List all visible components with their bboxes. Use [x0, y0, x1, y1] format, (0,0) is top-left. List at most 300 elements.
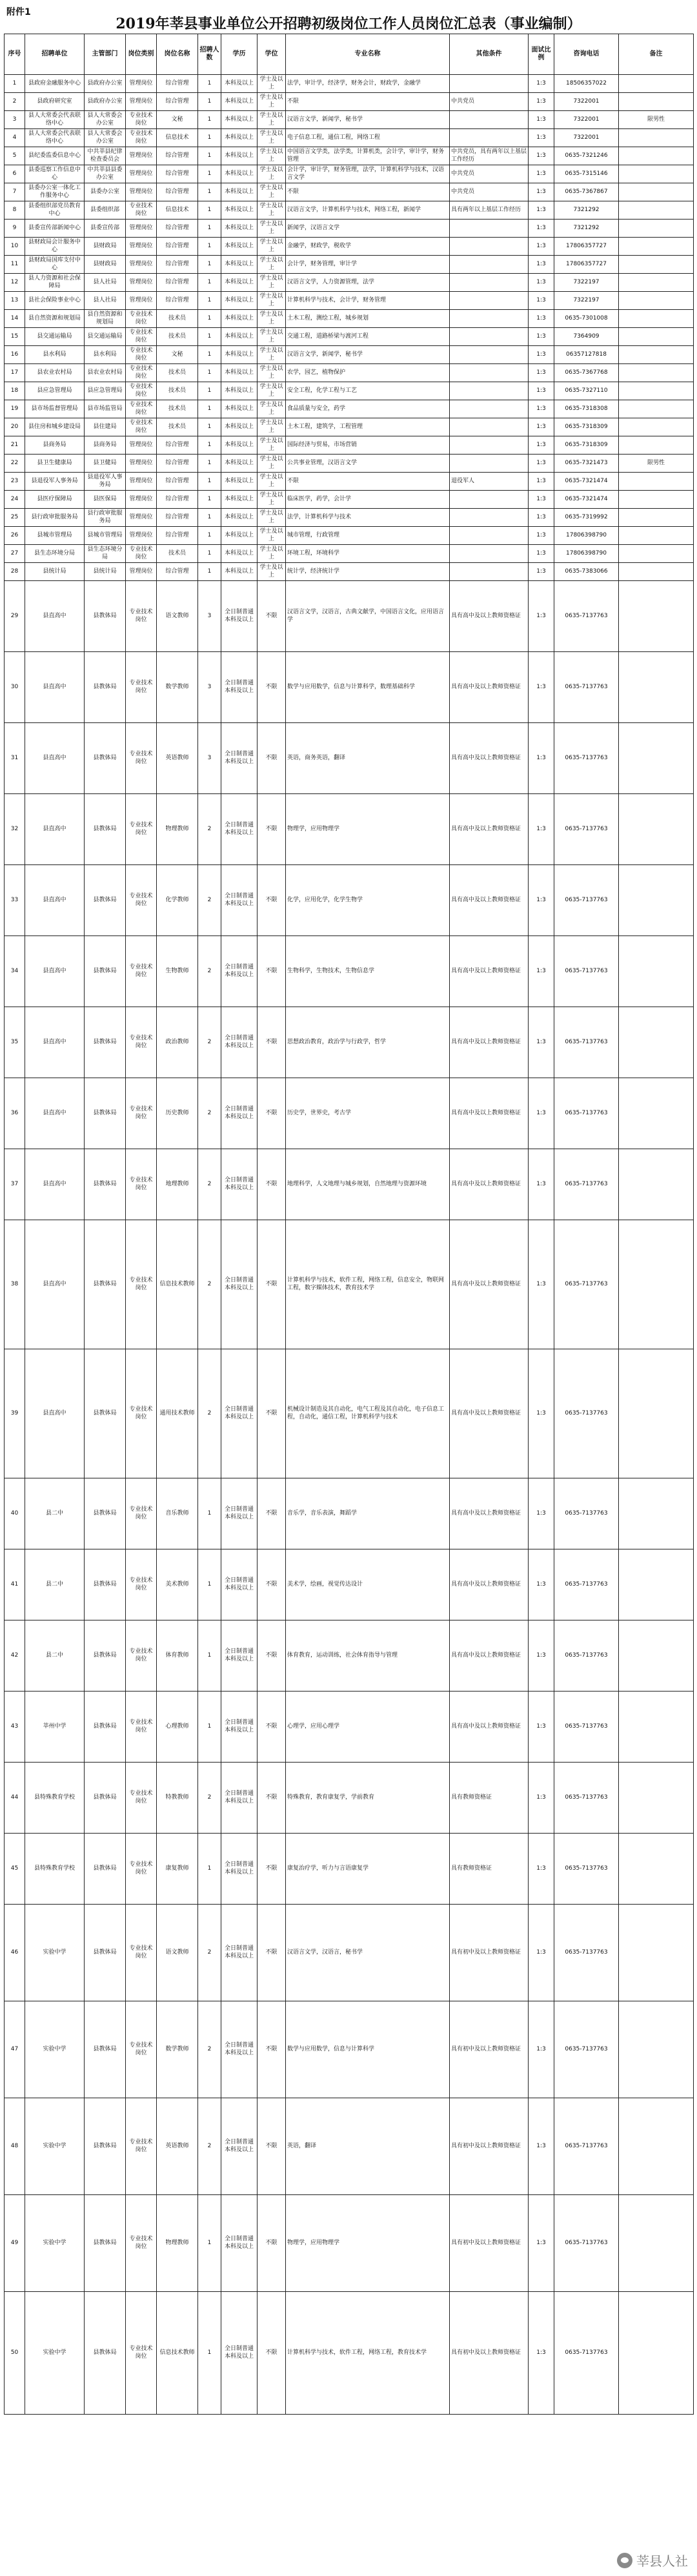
- cell-no: 2: [5, 93, 25, 111]
- cell-phone: 0635-7137763: [554, 1007, 619, 1078]
- cell-edu: 本科及以上: [221, 238, 258, 256]
- cell-note: 限男性: [619, 455, 694, 473]
- cell-note: [619, 652, 694, 723]
- cell-major: 音乐学，音乐表演，舞蹈学: [286, 1478, 450, 1549]
- cell-unit: 县委宣传部新闻中心: [25, 220, 85, 238]
- cell-cat: 管理岗位: [126, 256, 157, 274]
- cell-cat: 专业技术岗位: [126, 581, 157, 652]
- cell-unit: 县二中: [25, 1549, 85, 1620]
- cell-cond: 具有初中及以上教师资格证: [450, 1905, 529, 2001]
- table-row: [5, 75, 694, 93]
- cell-cond: 具有高中及以上教师资格证: [450, 1692, 529, 1763]
- cell-name: 技术员: [157, 418, 198, 436]
- cell-no: 49: [5, 2195, 25, 2292]
- cell-major: 心理学，应用心理学: [286, 1692, 450, 1763]
- cell-deg: 学士及以上: [258, 256, 286, 274]
- cell-phone: 0635-7137763: [554, 2195, 619, 2292]
- cell-cond: [450, 455, 529, 473]
- cell-unit: 县直高中: [25, 1349, 85, 1478]
- cell-edu: 本科及以上: [221, 183, 258, 201]
- cell-cat: 管理岗位: [126, 455, 157, 473]
- cell-phone: 0635-7137763: [554, 794, 619, 865]
- cell-phone: 0635-7383066: [554, 563, 619, 581]
- cell-note: [619, 436, 694, 455]
- cell-cat: 专业技术岗位: [126, 129, 157, 147]
- cell-ratio: 1:3: [529, 111, 554, 129]
- cell-ratio: 1:3: [529, 201, 554, 220]
- cell-edu: 本科及以上: [221, 455, 258, 473]
- cell-cond: 具有初中及以上教师资格证: [450, 2292, 529, 2415]
- cell-name: 物理教师: [157, 794, 198, 865]
- cell-unit: 县直高中: [25, 652, 85, 723]
- cell-count: 1: [198, 238, 221, 256]
- cell-phone: 0635-7367768: [554, 364, 619, 382]
- cell-ratio: 1:3: [529, 581, 554, 652]
- cell-no: 11: [5, 256, 25, 274]
- cell-edu: 本科及以上: [221, 310, 258, 328]
- cell-major: 不限: [286, 93, 450, 111]
- table-row: [5, 545, 694, 563]
- cell-edu: 本科及以上: [221, 111, 258, 129]
- cell-major: 城市管理，行政管理: [286, 527, 450, 545]
- table-row: [5, 93, 694, 111]
- cell-dept: 县教体局: [85, 1549, 126, 1620]
- cell-cond: [450, 129, 529, 147]
- cell-count: 2: [198, 1007, 221, 1078]
- cell-unit: 县水利局: [25, 346, 85, 364]
- cell-name: 综合管理: [157, 147, 198, 165]
- cell-count: 1: [198, 328, 221, 346]
- cell-phone: 7322001: [554, 93, 619, 111]
- cell-name: 英语教师: [157, 2098, 198, 2195]
- cell-no: 16: [5, 346, 25, 364]
- cell-cat: 专业技术岗位: [126, 2195, 157, 2292]
- cell-cat: 专业技术岗位: [126, 310, 157, 328]
- cell-name: 数学教师: [157, 2001, 198, 2098]
- cell-unit: 县住房和城乡建设局: [25, 418, 85, 436]
- table-row: [5, 723, 694, 794]
- cell-cond: 退役军人: [450, 473, 529, 491]
- cell-deg: 学士及以上: [258, 238, 286, 256]
- cell-note: [619, 400, 694, 418]
- cell-edu: 全日制普通本科及以上: [221, 1620, 258, 1692]
- cell-no: 30: [5, 652, 25, 723]
- cell-no: 18: [5, 382, 25, 400]
- cell-edu: 本科及以上: [221, 292, 258, 310]
- cell-edu: 本科及以上: [221, 527, 258, 545]
- table-row: [5, 129, 694, 147]
- cell-dept: 县教体局: [85, 794, 126, 865]
- cell-cat: 专业技术岗位: [126, 1834, 157, 1905]
- cell-ratio: 1:3: [529, 1834, 554, 1905]
- cell-cond: [450, 364, 529, 382]
- cell-deg: 学士及以上: [258, 527, 286, 545]
- cell-cond: 具有高中及以上教师资格证: [450, 1349, 529, 1478]
- cell-cat: 专业技术岗位: [126, 1620, 157, 1692]
- header-cell: 学历: [221, 34, 258, 75]
- cell-note: [619, 418, 694, 436]
- cell-deg: 不限: [258, 1763, 286, 1834]
- cell-deg: 学士及以上: [258, 165, 286, 183]
- cell-deg: 学士及以上: [258, 274, 286, 292]
- cell-cond: [450, 111, 529, 129]
- cell-cond: 中共党员: [450, 183, 529, 201]
- cell-cat: 管理岗位: [126, 75, 157, 93]
- cell-cond: [450, 436, 529, 455]
- cell-major: 法学，计算机科学与技术: [286, 509, 450, 527]
- table-row: [5, 436, 694, 455]
- cell-phone: 0635-7137763: [554, 1620, 619, 1692]
- header-cell: 招聘人数: [198, 34, 221, 75]
- cell-unit: 县政府研究室: [25, 93, 85, 111]
- cell-dept: 县教体局: [85, 1478, 126, 1549]
- cell-cond: [450, 220, 529, 238]
- cell-count: 2: [198, 1078, 221, 1149]
- cell-note: [619, 1220, 694, 1349]
- cell-deg: 学士及以上: [258, 147, 286, 165]
- cell-note: [619, 2001, 694, 2098]
- cell-major: 统计学，经济统计学: [286, 563, 450, 581]
- cell-note: [619, 545, 694, 563]
- cell-cat: 专业技术岗位: [126, 1220, 157, 1349]
- cell-count: 1: [198, 1834, 221, 1905]
- cell-dept: 县教体局: [85, 1149, 126, 1220]
- cell-no: 39: [5, 1349, 25, 1478]
- table-row: [5, 1220, 694, 1349]
- cell-major: 土木工程，建筑学，工程管理: [286, 418, 450, 436]
- cell-unit: 县人力资源和社会保障局: [25, 274, 85, 292]
- cell-edu: 本科及以上: [221, 274, 258, 292]
- cell-name: 技术员: [157, 382, 198, 400]
- cell-phone: 0635-7137763: [554, 1078, 619, 1149]
- cell-cat: 专业技术岗位: [126, 2292, 157, 2415]
- table-row: [5, 865, 694, 936]
- cell-phone: 0635-7137763: [554, 1834, 619, 1905]
- cell-ratio: 1:3: [529, 346, 554, 364]
- cell-deg: 不限: [258, 865, 286, 936]
- cell-note: [619, 1549, 694, 1620]
- cell-no: 13: [5, 292, 25, 310]
- cell-edu: 全日制普通本科及以上: [221, 794, 258, 865]
- cell-cond: 具有初中及以上教师资格证: [450, 2195, 529, 2292]
- table-row: [5, 382, 694, 400]
- cell-no: 9: [5, 220, 25, 238]
- cell-deg: 不限: [258, 2098, 286, 2195]
- cell-deg: 学士及以上: [258, 183, 286, 201]
- header-cell: 专业名称: [286, 34, 450, 75]
- cell-ratio: 1:3: [529, 1478, 554, 1549]
- cell-note: 限男性: [619, 111, 694, 129]
- cell-edu: 全日制普通本科及以上: [221, 1763, 258, 1834]
- cell-unit: 实验中学: [25, 2195, 85, 2292]
- cell-dept: 县医保局: [85, 491, 126, 509]
- cell-phone: 17806398790: [554, 527, 619, 545]
- cell-phone: 0635-7137763: [554, 1478, 619, 1549]
- cell-no: 20: [5, 418, 25, 436]
- cell-deg: 不限: [258, 1078, 286, 1149]
- cell-no: 6: [5, 165, 25, 183]
- cell-unit: 县直高中: [25, 1078, 85, 1149]
- cell-dept: 县退役军人事务局: [85, 473, 126, 491]
- cell-deg: 不限: [258, 1834, 286, 1905]
- cell-unit: 实验中学: [25, 2292, 85, 2415]
- cell-name: 综合管理: [157, 563, 198, 581]
- table-row: [5, 364, 694, 382]
- cell-major: 不限: [286, 183, 450, 201]
- cell-edu: 全日制普通本科及以上: [221, 865, 258, 936]
- cell-dept: 县教体局: [85, 2098, 126, 2195]
- cell-dept: 县交通运输局: [85, 328, 126, 346]
- cell-major: 计算机科学与技术，软件工程，网络工程，信息安全，物联网工程，数字媒体技术，教育技术学: [286, 1220, 450, 1349]
- cell-cond: [450, 256, 529, 274]
- cell-ratio: 1:3: [529, 527, 554, 545]
- cell-count: 1: [198, 256, 221, 274]
- cell-major: 环境工程，环境科学: [286, 545, 450, 563]
- table-row: [5, 2195, 694, 2292]
- cell-cond: 具有高中及以上教师资格证: [450, 1149, 529, 1220]
- table-row: [5, 491, 694, 509]
- cell-note: [619, 165, 694, 183]
- cell-dept: 县城市管理局: [85, 527, 126, 545]
- cell-phone: 0635-7137763: [554, 1149, 619, 1220]
- cell-count: 1: [198, 2292, 221, 2415]
- cell-edu: 本科及以上: [221, 220, 258, 238]
- cell-no: 48: [5, 2098, 25, 2195]
- cell-no: 32: [5, 794, 25, 865]
- cell-no: 29: [5, 581, 25, 652]
- table-row: [5, 147, 694, 165]
- cell-cond: 具有教师资格证: [450, 1763, 529, 1834]
- cell-edu: 本科及以上: [221, 147, 258, 165]
- cell-note: [619, 220, 694, 238]
- cell-note: [619, 1834, 694, 1905]
- cell-phone: 0635-7137763: [554, 1905, 619, 2001]
- cell-dept: 县教体局: [85, 1220, 126, 1349]
- cell-deg: 学士及以上: [258, 509, 286, 527]
- cell-note: [619, 509, 694, 527]
- cell-deg: 不限: [258, 1905, 286, 2001]
- cell-cond: [450, 400, 529, 418]
- cell-edu: 全日制普通本科及以上: [221, 936, 258, 1007]
- table-row: [5, 310, 694, 328]
- cell-note: [619, 2195, 694, 2292]
- cell-cat: 专业技术岗位: [126, 1692, 157, 1763]
- cell-deg: 不限: [258, 723, 286, 794]
- cell-name: 通用技术教师: [157, 1349, 198, 1478]
- cell-deg: 不限: [258, 2001, 286, 2098]
- cell-dept: 县教体局: [85, 1763, 126, 1834]
- cell-deg: 学士及以上: [258, 563, 286, 581]
- cell-name: 音乐教师: [157, 1478, 198, 1549]
- cell-cat: 专业技术岗位: [126, 723, 157, 794]
- cell-cond: [450, 238, 529, 256]
- cell-note: [619, 364, 694, 382]
- table-row: [5, 473, 694, 491]
- cell-no: 47: [5, 2001, 25, 2098]
- cell-deg: 不限: [258, 794, 286, 865]
- cell-unit: 县统计局: [25, 563, 85, 581]
- cell-no: 7: [5, 183, 25, 201]
- cell-deg: 学士及以上: [258, 545, 286, 563]
- cell-unit: 县直高中: [25, 794, 85, 865]
- cell-note: [619, 1078, 694, 1149]
- cell-no: 4: [5, 129, 25, 147]
- cell-edu: 全日制普通本科及以上: [221, 1834, 258, 1905]
- cell-cat: 管理岗位: [126, 147, 157, 165]
- header-cell: 主管部门: [85, 34, 126, 75]
- header-cell: 岗位类别: [126, 34, 157, 75]
- cell-name: 综合管理: [157, 274, 198, 292]
- cell-count: 1: [198, 1620, 221, 1692]
- cell-unit: 县政府金融服务中心: [25, 75, 85, 93]
- cell-ratio: 1:3: [529, 1007, 554, 1078]
- cell-name: 信息技术: [157, 129, 198, 147]
- cell-phone: 0635-7137763: [554, 1692, 619, 1763]
- cell-count: 2: [198, 1349, 221, 1478]
- cell-name: 政治教师: [157, 1007, 198, 1078]
- cell-name: 技术员: [157, 545, 198, 563]
- cell-ratio: 1:3: [529, 1620, 554, 1692]
- table-row: [5, 1149, 694, 1220]
- header-cell: 备注: [619, 34, 694, 75]
- cell-cat: 专业技术岗位: [126, 1149, 157, 1220]
- cell-note: [619, 75, 694, 93]
- cell-no: 36: [5, 1078, 25, 1149]
- cell-unit: 县二中: [25, 1620, 85, 1692]
- cell-no: 24: [5, 491, 25, 509]
- cell-deg: 学士及以上: [258, 418, 286, 436]
- cell-count: 2: [198, 1763, 221, 1834]
- cell-ratio: 1:3: [529, 1905, 554, 2001]
- cell-phone: 0635-7318309: [554, 418, 619, 436]
- cell-phone: 18506357022: [554, 75, 619, 93]
- cell-name: 综合管理: [157, 527, 198, 545]
- cell-count: 2: [198, 2098, 221, 2195]
- cell-dept: 县卫健局: [85, 455, 126, 473]
- cell-count: 3: [198, 581, 221, 652]
- watermark: [617, 2551, 688, 2570]
- cell-edu: 全日制普通本科及以上: [221, 2292, 258, 2415]
- cell-name: 综合管理: [157, 509, 198, 527]
- table-row: [5, 238, 694, 256]
- table-row: [5, 2292, 694, 2415]
- cell-unit: 县财政局会计服务中心: [25, 238, 85, 256]
- cell-cond: 具有高中及以上教师资格证: [450, 865, 529, 936]
- cell-no: 37: [5, 1149, 25, 1220]
- cell-unit: 县应急管理局: [25, 382, 85, 400]
- table-row: [5, 936, 694, 1007]
- cell-name: 综合管理: [157, 455, 198, 473]
- cell-note: [619, 794, 694, 865]
- cell-note: [619, 723, 694, 794]
- cell-count: 2: [198, 2001, 221, 2098]
- header-cell: 其他条件: [450, 34, 529, 75]
- table-row: [5, 165, 694, 183]
- table-row: [5, 328, 694, 346]
- cell-ratio: 1:3: [529, 165, 554, 183]
- cell-unit: 县卫生健康局: [25, 455, 85, 473]
- cell-edu: 全日制普通本科及以上: [221, 1149, 258, 1220]
- cell-unit: 实验中学: [25, 1905, 85, 2001]
- cell-count: 1: [198, 1478, 221, 1549]
- cell-major: 临床医学，药学，会计学: [286, 491, 450, 509]
- cell-deg: 不限: [258, 1549, 286, 1620]
- cell-unit: 县市场监督管理局: [25, 400, 85, 418]
- cell-major: 康复治疗学，听力与言语康复学: [286, 1834, 450, 1905]
- cell-unit: 县直高中: [25, 723, 85, 794]
- cell-cond: [450, 527, 529, 545]
- cell-count: 1: [198, 400, 221, 418]
- cell-major: 英语，商务英语，翻译: [286, 723, 450, 794]
- table-row: [5, 111, 694, 129]
- cell-unit: 县人大常委会代表联络中心: [25, 129, 85, 147]
- cell-phone: 7322001: [554, 111, 619, 129]
- cell-edu: 本科及以上: [221, 256, 258, 274]
- cell-edu: 本科及以上: [221, 93, 258, 111]
- cell-major: 体育教育，运动训练，社会体育指导与管理: [286, 1620, 450, 1692]
- cell-major: 物理学，应用物理学: [286, 2195, 450, 2292]
- cell-deg: 不限: [258, 2292, 286, 2415]
- table-row: [5, 183, 694, 201]
- cell-major: 化学，应用化学，化学生物学: [286, 865, 450, 936]
- table-row: [5, 455, 694, 473]
- cell-name: 综合管理: [157, 238, 198, 256]
- cell-major: 安全工程，化学工程与工艺: [286, 382, 450, 400]
- cell-major: 汉语言文学，计算机科学与技术，网络工程，新闻学: [286, 201, 450, 220]
- cell-name: 综合管理: [157, 292, 198, 310]
- table-row: [5, 1007, 694, 1078]
- cell-edu: 本科及以上: [221, 509, 258, 527]
- cell-ratio: 1:3: [529, 2292, 554, 2415]
- cell-edu: 全日制普通本科及以上: [221, 2098, 258, 2195]
- cell-cond: 具有高中及以上教师资格证: [450, 652, 529, 723]
- cell-deg: 学士及以上: [258, 93, 286, 111]
- cell-deg: 学士及以上: [258, 455, 286, 473]
- cell-major: 计算机科学与技术，软件工程，网络工程，教育技术学: [286, 2292, 450, 2415]
- cell-major: 生物科学，生物技术，生物信息学: [286, 936, 450, 1007]
- cell-ratio: 1:3: [529, 1149, 554, 1220]
- cell-unit: 县纪委监委信息中心: [25, 147, 85, 165]
- cell-note: [619, 147, 694, 165]
- cell-phone: 0635-7137763: [554, 1349, 619, 1478]
- cell-note: [619, 2292, 694, 2415]
- cell-major: 地理科学，人文地理与城乡规划，自然地理与资源环境: [286, 1149, 450, 1220]
- cell-phone: 0635-7137763: [554, 581, 619, 652]
- cell-note: [619, 310, 694, 328]
- cell-major: 美术学，绘画，视觉传达设计: [286, 1549, 450, 1620]
- cell-phone: 0635-7318309: [554, 436, 619, 455]
- cell-cat: 管理岗位: [126, 527, 157, 545]
- cell-count: 1: [198, 509, 221, 527]
- cell-note: [619, 183, 694, 201]
- cell-ratio: 1:3: [529, 723, 554, 794]
- cell-cat: 专业技术岗位: [126, 794, 157, 865]
- cell-note: [619, 256, 694, 274]
- cell-dept: 县教体局: [85, 1007, 126, 1078]
- cell-deg: 学士及以上: [258, 346, 286, 364]
- cell-ratio: 1:3: [529, 147, 554, 165]
- cell-ratio: 1:3: [529, 1692, 554, 1763]
- cell-dept: 县教体局: [85, 1078, 126, 1149]
- cell-unit: 县直高中: [25, 1149, 85, 1220]
- table-row: [5, 794, 694, 865]
- cell-no: 46: [5, 1905, 25, 2001]
- table-row: [5, 1078, 694, 1149]
- cell-no: 38: [5, 1220, 25, 1349]
- cell-note: [619, 1692, 694, 1763]
- cell-name: 文秘: [157, 111, 198, 129]
- cell-phone: 0635-7321473: [554, 455, 619, 473]
